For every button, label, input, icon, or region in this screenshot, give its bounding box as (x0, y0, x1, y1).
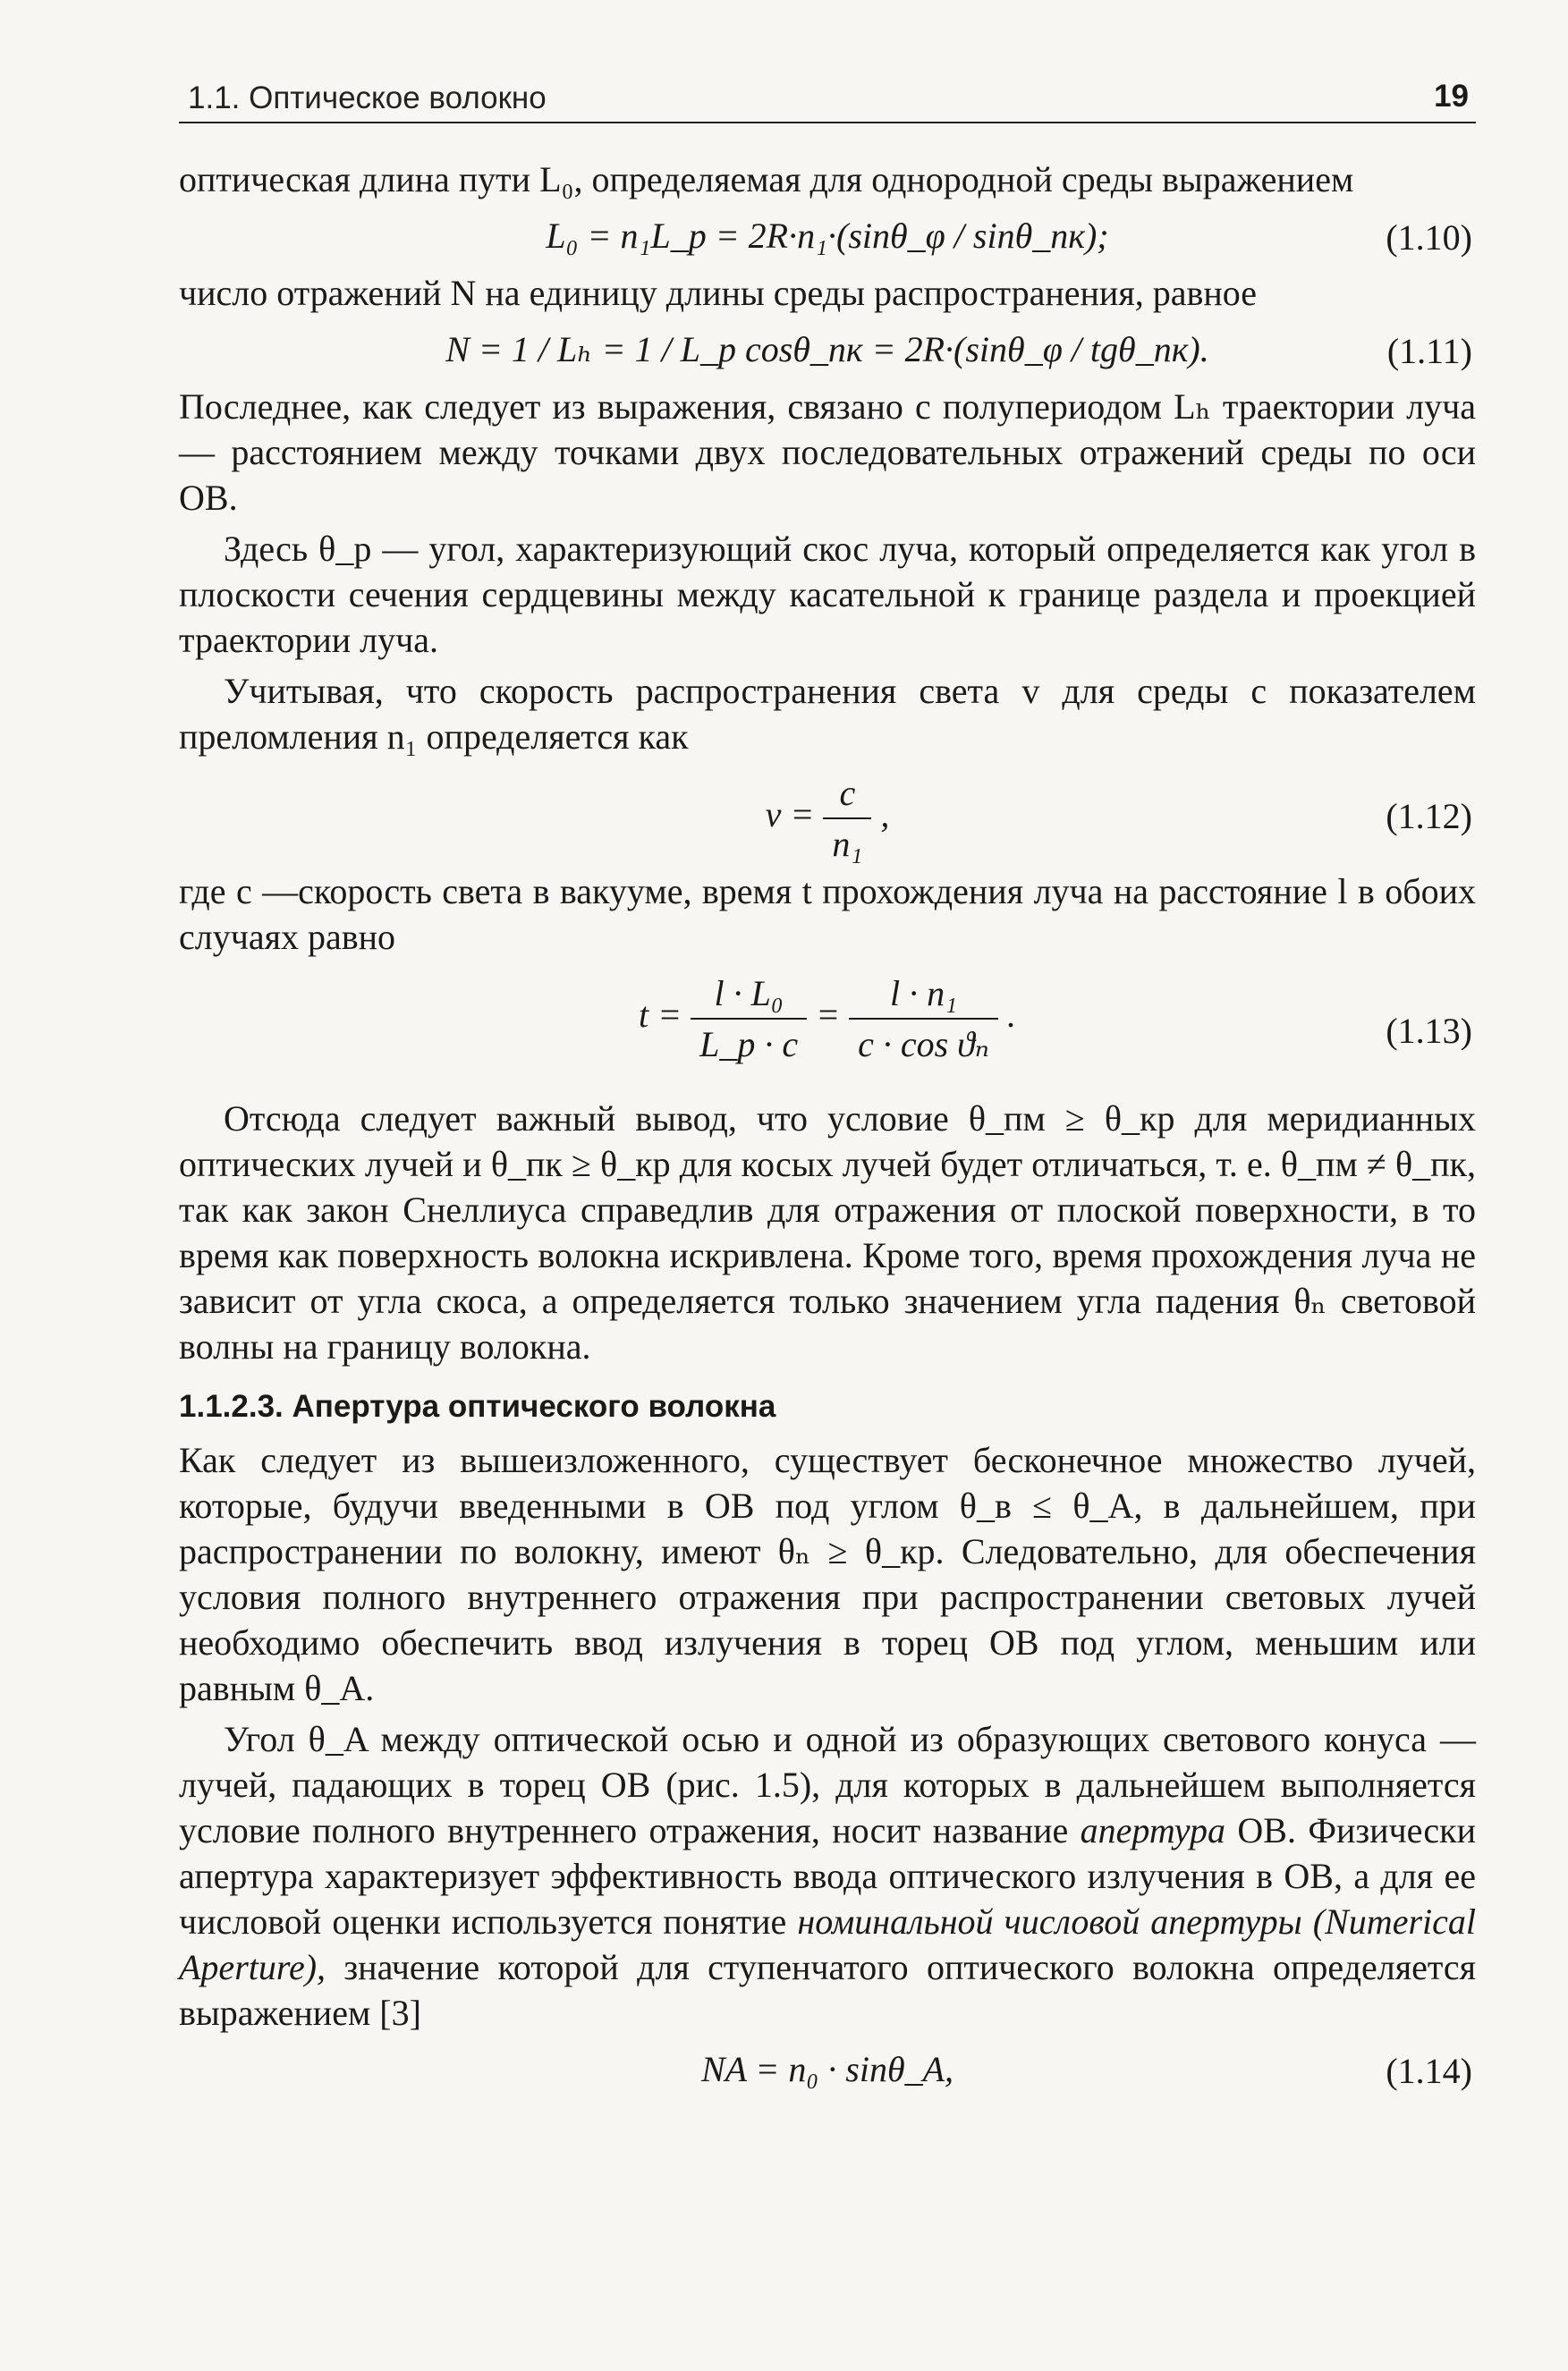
fraction (849, 970, 998, 1067)
paragraph-aperture-definition (179, 1716, 1476, 2036)
equation-tail: . (1007, 995, 1017, 1036)
equation-1-12 (179, 765, 1476, 863)
equation-tail: , (880, 794, 890, 835)
equation-1-14 (179, 2041, 1476, 2098)
equation-lhs: v = (765, 794, 815, 835)
text-run: Угол θ_A между оптической осью и одной из образующих светового конуса — лучей, падающих в торец ОВ (рис. 1.5), для которых в дальнейшем выполняется условие полного внутреннего отражения, носит название (179, 1719, 1476, 1850)
fraction-numerator: l · L₀ (691, 970, 807, 1020)
text-run: ОВ. Физически апертура характеризует эффективность ввода оптического излучения в ОВ, а для ее числовой оценки используется понятие (179, 1810, 1477, 1942)
fraction-numerator: l · n₁ (849, 970, 998, 1020)
equation-formula (179, 970, 1476, 1067)
equation-formula (179, 770, 1476, 867)
page-header (179, 79, 1476, 123)
term-numerical-aperture: номинальной числовой апертуры (Numerical Aperture), (179, 1901, 1476, 1987)
equation-1-13 (179, 965, 1476, 1090)
section-heading: 1.1.2.3. Апертура оптического волокна (179, 1389, 776, 1424)
equation-1-11 (179, 321, 1476, 378)
term-aperture: апертура (1080, 1810, 1225, 1850)
fraction-denominator: c · cos ϑₙ (858, 1024, 990, 1064)
paragraph-optical-path: оптическая длина пути L₀, определяемая для однородной среды выражением (179, 159, 1354, 199)
paragraph-aperture-intro: Как следует из вышеизложенного, существует бесконечное множество лучей, которые, будучи введенными в ОВ под углом θ_в ≤ θ_A, в дальнейшем, при распространении по волокну, имеют θₙ ≥ θ_кр. Следовательно, для обеспечения условия полного внутреннего отражения при распространении световых лучей необходимо обеспечить ввод излучения в торец ОВ под углом, меньшим или равным θ_A. (179, 1440, 1477, 1708)
paragraph-conclusion: Отсюда следует важный вывод, что условие θ_пм ≥ θ_кр для меридианных оптических лучей и θ_пк ≥ θ_кр для косых лучей будет отличаться, т. е. θ_пм ≠ θ_пк, так как закон Снеллиуса справедлив для отражения от плоской поверхности, в то время как поверхность волокна искривлена. Кроме того, время прохождения луча не зависит от угла скоса, а определяется только значением угла падения θₙ световой волны на границу волокна. (179, 1098, 1476, 1367)
equation-number: (1.11) (1386, 331, 1472, 371)
fraction-numerator: c (823, 770, 871, 819)
paragraph-light-speed: Учитывая, что скорость распространения света v для среды с показателем преломления n₁ определяется как (179, 671, 1476, 757)
equation-number: (1.12) (1386, 796, 1472, 836)
equation-lhs: t = (638, 995, 682, 1036)
fraction-denominator: L_p · c (699, 1024, 799, 1064)
running-title: 1.1. Оптическое волокно (188, 80, 547, 115)
equation-1-10 (179, 207, 1476, 265)
paragraph-reflections: число отражений N на единицу длины среды распространения, равное (179, 273, 1258, 313)
equation-formula: N = 1 / Lₕ = 1 / L_p cosθ_пк = 2R·(sinθ_φ / tgθ_пк). (445, 329, 1209, 369)
fraction-denominator: n₁ (832, 824, 863, 864)
equation-formula: NA = n₀ · sinθ_A, (700, 2049, 954, 2089)
page-number: 19 (1434, 79, 1469, 114)
paragraph-half-period: Последнее, как следует из выражения, связано с полупериодом Lₕ траектории луча — расстоянием между точками двух последовательных отражений среды по оси ОВ. (179, 386, 1476, 518)
paragraph-vacuum-speed: где c —скорость света в вакууме, время t прохождения луча на расстояние l в обоих случаях равно (179, 871, 1476, 957)
page-body (179, 157, 1476, 2104)
equation-formula: L₀ = n₁L_p = 2R·n₁·(sinθ_φ / sinθ_пк); (546, 216, 1109, 256)
fraction (691, 970, 807, 1067)
text-run: значение которой для ступенчатого оптического волокна определяется выражением [3] (179, 1947, 1476, 2033)
equation-number: (1.14) (1386, 2051, 1472, 2091)
equals-sign: = (816, 995, 841, 1036)
paragraph-skew-angle: Здесь θ_p — угол, характеризующий скос луча, который определяется как угол в плоскости сечения сердцевины между касательной к границе раздела и проекцией траектории луча. (179, 529, 1476, 660)
equation-number: (1.13) (1386, 1011, 1472, 1051)
fraction (823, 770, 871, 867)
equation-number: (1.10) (1386, 217, 1472, 258)
